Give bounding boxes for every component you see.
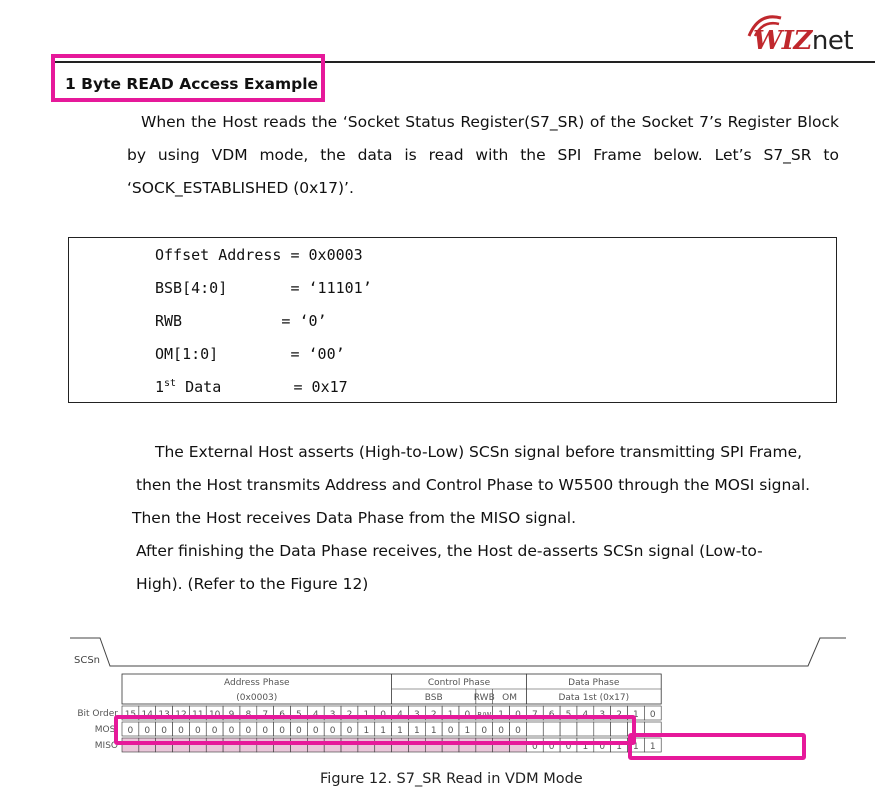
bit-order-value: 0 — [464, 710, 471, 720]
register-setting-box — [68, 237, 837, 403]
mosi-bit: 0 — [515, 726, 521, 736]
description-line: The External Host asserts (High-to-Low) SCSn signal before transmitting SPI Frame, — [155, 443, 803, 461]
mosi-bit: 1 — [464, 726, 471, 736]
mosi-bit: 0 — [262, 726, 269, 736]
data-phase-label: Data Phase — [568, 678, 620, 688]
mosi-bit: 0 — [228, 726, 235, 736]
description-line: After finishing the Data Phase receives, the Host de-asserts SCSn signal (Low-to- — [136, 542, 763, 560]
bit-order-value: 5 — [296, 710, 302, 720]
bit-order-value: 1 — [498, 710, 504, 720]
mosi-bit: 0 — [178, 726, 184, 736]
bsb-label: BSB — [424, 693, 443, 703]
mosi-label: MOSI — [94, 725, 118, 735]
control-phase-label: Control Phase — [427, 678, 491, 688]
data-label: Data 1st (0x17) — [558, 693, 630, 703]
logo-text — [753, 26, 853, 56]
bit-order-value: 0 — [380, 710, 387, 720]
mosi-highlight — [114, 715, 636, 745]
section-title: 1 Byte READ Access Example — [51, 54, 325, 102]
mosi-bit: 0 — [312, 726, 319, 736]
mosi-bit: 1 — [363, 726, 370, 736]
om-label: OM — [502, 693, 517, 703]
mosi-bit: 0 — [279, 726, 285, 736]
bit-order-value: 4 — [312, 710, 319, 720]
bit-order-value: 1 — [633, 710, 639, 720]
bit-order-value: 11 — [192, 710, 204, 720]
mosi-bit: 0 — [329, 726, 336, 736]
bit-order-value: 4 — [582, 710, 589, 720]
bit-order-value: 0 — [649, 710, 656, 720]
mosi-bit: 0 — [296, 726, 302, 736]
code-line: RWB = ‘0’ — [155, 312, 327, 330]
miso-bit: 0 — [548, 742, 555, 752]
mosi-bit: 0 — [127, 726, 134, 736]
bit-order-value: 6 — [548, 710, 555, 720]
miso-bit: 1 — [633, 742, 639, 752]
mosi-bit: 0 — [194, 726, 201, 736]
bit-order-value: 14 — [141, 710, 154, 720]
mosi-bit: 0 — [346, 726, 353, 736]
miso-bit: 0 — [565, 742, 572, 752]
bit-order-value: 4 — [397, 710, 403, 720]
bit-order-value: 7 — [531, 710, 538, 720]
bit-order-value: 3 — [599, 710, 606, 720]
address-phase-label: Address Phase — [224, 678, 290, 688]
bit-order-value: 6 — [279, 710, 285, 720]
code-line: BSB[4:0] = ‘11101’ — [155, 279, 372, 297]
bit-order-value: R/W — [477, 711, 492, 719]
bit-order-value: 3 — [414, 710, 420, 720]
mosi-bit: 1 — [414, 726, 420, 736]
bit-order-value: 12 — [175, 710, 187, 720]
bit-order-value: 1 — [363, 710, 370, 720]
bit-order-value: 8 — [245, 710, 252, 720]
address-value-label: (0x0003) — [236, 693, 278, 703]
bit-order-value: 2 — [616, 710, 622, 720]
intro-paragraph — [127, 106, 839, 205]
bit-order-value: 1 — [447, 710, 454, 720]
logo-main: WIZ — [753, 26, 812, 56]
bit-order-label: Bit Order — [77, 709, 118, 719]
intro-text: When the Host reads the ‘Socket Status Register(S7_SR) of the Socket 7’s Register Block by using VDM mode, the data is read with the SPI Frame below. Let’s S7_SR to ‘SOCK_ESTABLISHED (0x17)’. — [127, 113, 839, 197]
bit-order-value: 2 — [430, 710, 437, 720]
mosi-bit: 1 — [397, 726, 403, 736]
code-data-rest: Data = 0x17 — [176, 378, 348, 396]
figure-caption: Figure 12. S7_SR Read in VDM Mode — [320, 771, 583, 787]
scsn-waveform — [70, 638, 846, 666]
bit-order-value: 7 — [262, 710, 269, 720]
mosi-bit: 1 — [430, 726, 437, 736]
mosi-bit: 1 — [380, 726, 387, 736]
code-data-sup: st — [164, 378, 177, 389]
code-data-prefix: 1 — [155, 378, 165, 396]
bit-order-value: 3 — [329, 710, 336, 720]
mosi-bit: 0 — [447, 726, 454, 736]
description-line: High). (Refer to the Figure 12) — [136, 575, 369, 593]
bit-order-value: 13 — [158, 710, 170, 720]
miso-highlight — [628, 733, 806, 760]
description-line: then the Host transmits Address and Control Phase to W5500 through the MOSI signal. — [136, 476, 811, 494]
scsn-label: SCSn — [74, 655, 101, 666]
bit-order-value: 10 — [208, 710, 221, 720]
miso-bit: 0 — [599, 742, 606, 752]
description-line: Then the Host receives Data Phase from the MISO signal. — [132, 509, 576, 527]
bit-order-value: 9 — [228, 710, 235, 720]
mosi-bit: 0 — [498, 726, 504, 736]
code-line-data — [155, 378, 348, 396]
code-line: OM[1:0] = ‘00’ — [155, 345, 345, 363]
bit-order-value: 2 — [346, 710, 353, 720]
mosi-bit: 0 — [211, 726, 218, 736]
code-line: Offset Address = 0x0003 — [155, 246, 363, 264]
mosi-bit: 0 — [144, 726, 151, 736]
bit-order-value: 15 — [124, 710, 137, 720]
bit-order-value: 5 — [565, 710, 572, 720]
miso-label: MISO — [94, 741, 118, 751]
mosi-bit: 0 — [161, 726, 167, 736]
mosi-bit: 0 — [245, 726, 252, 736]
bit-order-value: 0 — [515, 710, 521, 720]
rwb-label: RWB — [473, 693, 495, 703]
miso-bit: 0 — [531, 742, 538, 752]
wiznet-logo — [745, 10, 875, 56]
mosi-bit: 0 — [481, 726, 488, 736]
miso-bit: 1 — [582, 742, 589, 752]
miso-bit: 1 — [649, 742, 656, 752]
miso-bit: 1 — [616, 742, 622, 752]
logo-tail: net — [811, 26, 854, 56]
